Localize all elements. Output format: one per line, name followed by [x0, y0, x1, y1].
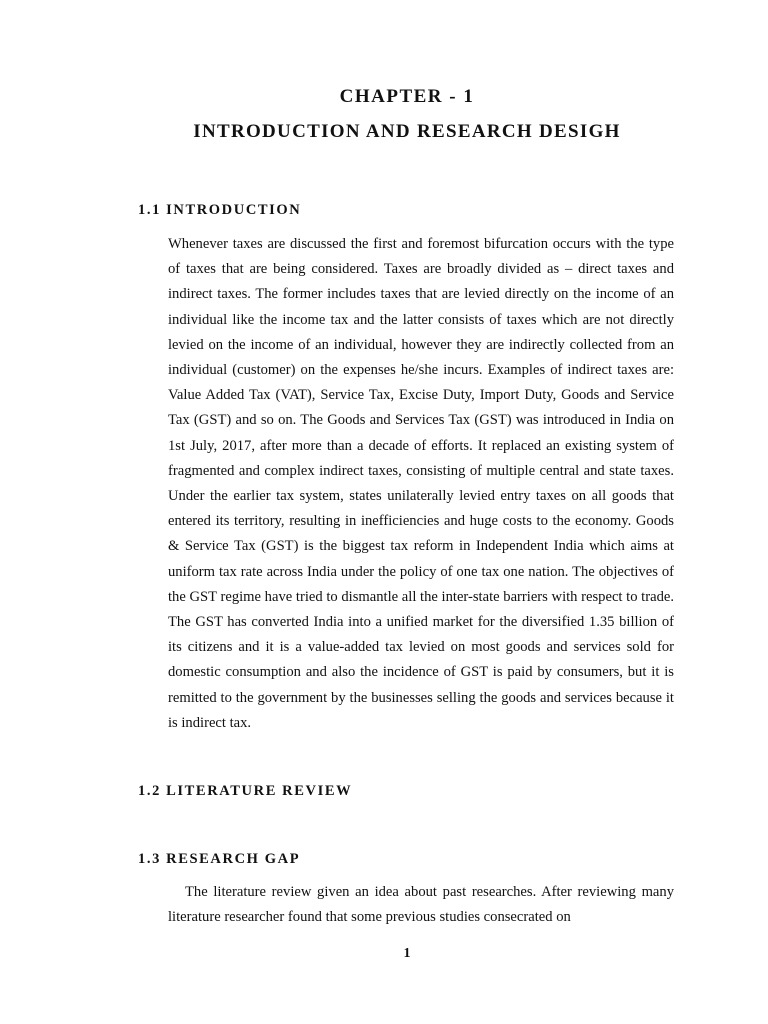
research-gap-paragraph: The literature review given an idea about past researches. After reviewing many literature researcher found that some previous studies consecrated on — [168, 884, 674, 926]
section-heading-literature-review: 1.2 LITERATURE REVIEW — [138, 783, 353, 799]
section-body-research-gap — [168, 880, 674, 930]
section-heading-research-gap: 1.3 RESEARCH GAP — [138, 851, 301, 867]
chapter-number: CHAPTER - 1 — [339, 86, 475, 107]
introduction-paragraph: Whenever taxes are discussed the first and foremost bifurcation occurs with the type of taxes that are being considered. Taxes are broadly divided as – direct taxes and indirect taxes. The former includes taxes that are levied directly on the income of an individual like the income tax and the latter consists of taxes which are not directly levied on the income of an individual, however they are indirectly collected from an individual (customer) on the expenses he/she incurs. Examples of indirect taxes are: Value Added Tax (VAT), Service Tax, Excise Duty, Import Duty, Goods and Service Tax (GST) and so on. The Goods and Services Tax (GST) was introduced in India on 1st July, 2017, after more than a decade of efforts. It replaced an existing system of fragmented and complex indirect taxes, consisting of multiple central and state taxes. Under the earlier tax system, states unilaterally levied entry taxes on all goods that entered its territory, resulting in inefficiencies and huge costs to the economy. Goods & Service Tax (GST) is the biggest tax reform in Independent India which aims at uniform tax rate across India under the policy of one tax one nation. The objectives of the GST regime have tried to dismantle all the inter-state barriers with respect to trade. The GST has converted India into a unified market for the diversified 1.35 billion of its citizens and it is a value-added tax levied on most goods and services sold for domestic consumption and also the incidence of GST is paid by consumers, but it is remitted to the government by the businesses selling the goods and services because it is indirect tax. — [168, 236, 674, 731]
section-body-introduction — [168, 232, 674, 736]
page-number: 1 — [403, 946, 411, 961]
section-heading-introduction: 1.1 INTRODUCTION — [138, 202, 302, 218]
chapter-title: INTRODUCTION AND RESEARCH DESIGH — [193, 121, 621, 142]
